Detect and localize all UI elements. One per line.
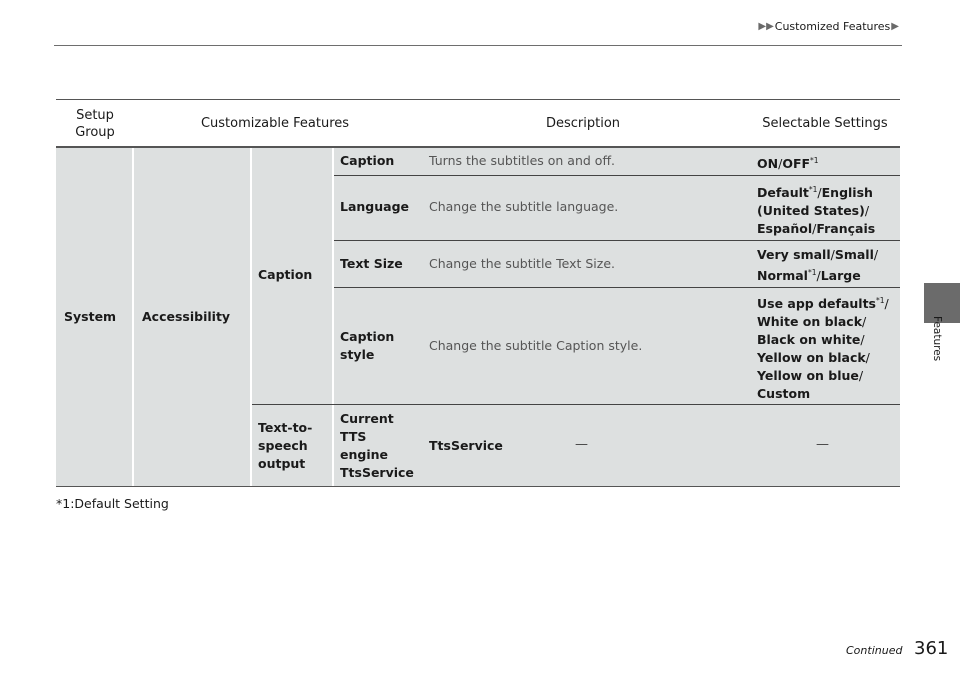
- page-number: 361: [914, 638, 949, 659]
- settings-text-size: Very small/Small/ Normal$^{*1}$/Large: [757, 247, 879, 284]
- description-caption: Turns the subtitles on and off.: [429, 153, 616, 168]
- settings-caption: ON/OFF$^{*1}$: [757, 156, 819, 172]
- feature-caption: Caption: [340, 153, 395, 168]
- tts-engine-cell: Current TTS engine TtsService: [340, 411, 414, 480]
- footnote: *1:Default Setting: [56, 496, 169, 511]
- settings-caption-style: Use app defaults$^{*1}$/ White on black/ Black on white/ Yellow on black/ Yellow on blue/ Custom: [757, 296, 889, 402]
- chevron-right-icon: ▶: [891, 21, 899, 32]
- table-top-rule: [56, 99, 900, 100]
- feature-text-size: Text Size: [340, 256, 403, 271]
- feature-caption-style: Caption style: [340, 329, 395, 362]
- column-header-selectable: Selectable Settings: [762, 116, 888, 131]
- row-divider: [252, 404, 900, 405]
- chapter-tab-label: Features: [931, 316, 943, 362]
- subgroup-cell: Accessibility: [142, 309, 231, 324]
- description-tts-service: —: [575, 437, 588, 452]
- row-divider: [334, 240, 900, 241]
- tts-group-cell: Text-to- speech output: [258, 420, 313, 471]
- chevron-right-icon: ▶▶: [758, 21, 774, 32]
- column-header-description: Description: [545, 116, 621, 131]
- description-text-size: Change the subtitle Text Size.: [429, 256, 615, 271]
- description-caption-style: Change the subtitle Caption style.: [429, 338, 643, 353]
- continued-label: Continued: [846, 644, 903, 657]
- row-divider: [334, 287, 900, 288]
- settings-tts-service: —: [816, 437, 829, 452]
- breadcrumb-label[interactable]: Customized Features: [774, 20, 891, 33]
- table-bottom-rule: [56, 486, 900, 487]
- column-header-customizable: Customizable Features: [200, 116, 350, 131]
- column-header-setup-group: Setup Group: [75, 108, 115, 140]
- settings-language: Default$^{*1}$/English (United States)/ Español/Français: [757, 185, 876, 237]
- caption-group-cell: Caption: [258, 267, 313, 282]
- feature-language: Language: [340, 199, 410, 214]
- description-language: Change the subtitle language.: [429, 199, 619, 214]
- setup-group-cell: System: [64, 309, 117, 324]
- feature-tts-service: TtsService: [429, 438, 503, 453]
- header-divider: [54, 45, 902, 46]
- column-divider: [332, 148, 334, 486]
- breadcrumb: [757, 20, 900, 33]
- column-divider: [250, 148, 252, 486]
- row-divider: [334, 175, 900, 176]
- column-divider: [132, 148, 134, 486]
